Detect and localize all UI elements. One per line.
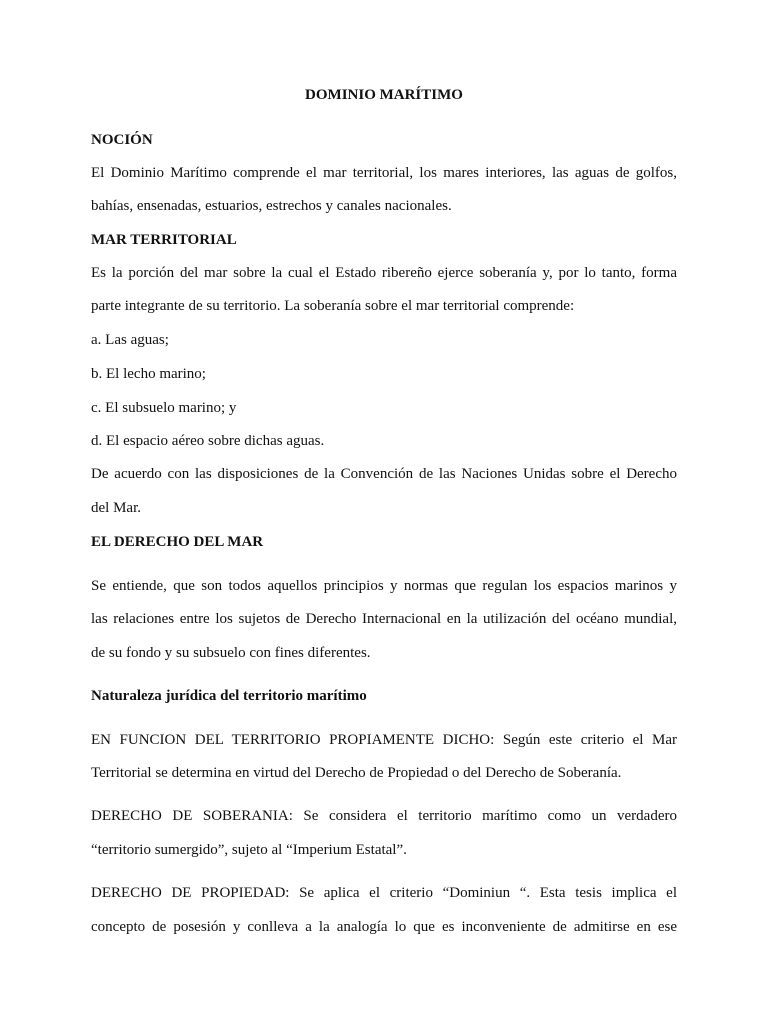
paragraph-line: De acuerdo con las disposiciones de la Convención de las Naciones Unidas sobre el Derecho [91, 466, 677, 482]
paragraph-line: del Mar. [91, 500, 141, 516]
paragraph-line: concepto de posesión y conlleva a la analogía lo que es inconveniente de admitirse en ese [91, 919, 677, 935]
paragraph-line: de su fondo y su subsuelo con fines diferentes. [91, 645, 371, 661]
paragraph-line: El Dominio Marítimo comprende el mar territorial, los mares interiores, las aguas de golfos, [91, 165, 677, 181]
section-heading-nocion: NOCIÓN [91, 132, 153, 148]
paragraph-line: las relaciones entre los sujetos de Derecho Internacional en la utilización del océano mundial, [91, 611, 677, 627]
paragraph-line: DERECHO DE PROPIEDAD: Se aplica el criterio “Dominiun “. Esta tesis implica el [91, 885, 677, 901]
list-item: c. El subsuelo marino; y [91, 400, 237, 416]
list-item: a. Las aguas; [91, 332, 169, 348]
paragraph-line: Se entiende, que son todos aquellos principios y normas que regulan los espacios marinos y [91, 578, 677, 594]
paragraph-line: DERECHO DE SOBERANIA: Se considera el territorio marítimo como un verdadero [91, 808, 677, 824]
paragraph-line: Territorial se determina en virtud del Derecho de Propiedad o del Derecho de Soberanía. [91, 765, 622, 781]
paragraph-line: parte integrante de su territorio. La soberanía sobre el mar territorial comprende: [91, 298, 575, 314]
section-heading-mar-territorial: MAR TERRITORIAL [91, 232, 237, 248]
list-item: d. El espacio aéreo sobre dichas aguas. [91, 433, 325, 449]
list-item: b. El lecho marino; [91, 366, 206, 382]
paragraph-line: bahías, ensenadas, estuarios, estrechos y canales nacionales. [91, 198, 452, 214]
section-heading-naturaleza: Naturaleza jurídica del territorio marítimo [91, 688, 367, 704]
paragraph-line: EN FUNCION DEL TERRITORIO PROPIAMENTE DICHO: Según este criterio el Mar [91, 732, 677, 748]
paragraph-line: “territorio sumergido”, sujeto al “Imperium Estatal”. [91, 842, 407, 858]
section-heading-derecho-del-mar: EL DERECHO DEL MAR [91, 534, 264, 550]
paragraph-line: Es la porción del mar sobre la cual el Estado ribereño ejerce soberanía y, por lo tanto, forma [91, 265, 677, 281]
document-title: DOMINIO MARÍTIMO [305, 87, 463, 103]
